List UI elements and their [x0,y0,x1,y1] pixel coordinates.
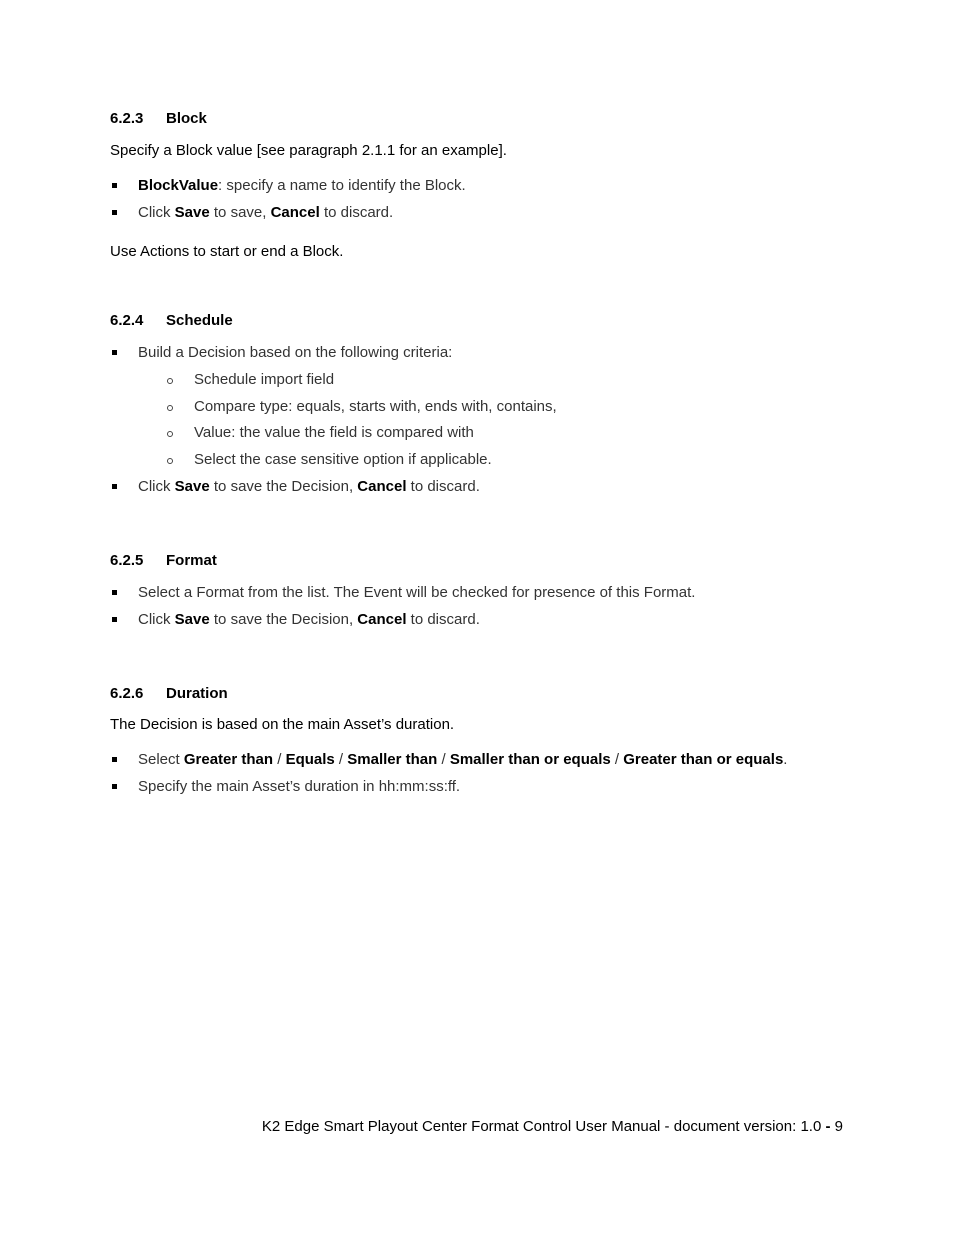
term-save: Save [174,478,210,495]
bullet-square-icon [112,210,117,215]
separator: / [273,751,286,768]
section-heading-6-2-6 [110,685,228,703]
list-item [138,204,393,222]
section-title: Schedule [166,312,233,329]
page-number: 9 [830,1118,843,1135]
section-number: 6.2.3 [110,110,144,127]
section-title: Block [166,110,207,127]
term-save: Save [174,204,210,221]
section-heading-6-2-5 [110,552,217,570]
list-item-text: Click [138,204,175,221]
term-save: Save [174,611,210,628]
footer-text: K2 Edge Smart Playout Center Format Control User Manual - document version: 1.0 [261,1118,826,1135]
list-item-text: to save the Decision, [209,611,358,628]
sub-list-item: Compare type: equals, starts with, ends with, contains, [194,398,557,415]
term-equals: Equals [285,751,335,768]
paragraph-block-outro: Use Actions to start or end a Block. [110,243,344,260]
separator: / [610,751,624,768]
list-item [138,177,466,195]
section-number: 6.2.5 [110,552,144,569]
section-heading-6-2-4 [110,312,233,330]
bullet-square-icon [112,617,117,622]
section-number: 6.2.6 [110,685,144,702]
term-cancel: Cancel [357,478,407,495]
bullet-circle-icon [167,458,173,464]
section-heading-6-2-3 [110,110,207,128]
section-number: 6.2.4 [110,312,144,329]
term-smaller-than-or-equals: Smaller than or equals [449,751,611,768]
list-item [138,751,787,769]
list-item-text: Select [138,751,184,768]
bullet-square-icon [112,757,117,762]
section-title: Format [166,552,217,569]
paragraph-duration-intro: The Decision is based on the main Asset’s duration. [110,716,455,733]
footer-dash: - [825,1118,831,1135]
list-item-text: to save the Decision, [209,478,358,495]
list-item: Select a Format from the list. The Event will be checked for presence of this Format. [138,584,696,601]
bullet-square-icon [112,484,117,489]
list-item: Build a Decision based on the following criteria: [138,344,453,361]
list-item [138,611,480,629]
list-item [138,478,480,496]
page-footer [262,1118,843,1136]
paragraph-block-intro: Specify a Block value [see paragraph 2.1.1 for an example]. [110,142,507,159]
bullet-square-icon [112,784,117,789]
list-item-text: : specify a name to identify the Block. [218,177,466,194]
list-item-text: Click [138,478,175,495]
list-item-text: to discard. [406,478,480,495]
separator: / [334,751,348,768]
bullet-square-icon [112,350,117,355]
separator: / [437,751,450,768]
bullet-square-icon [112,183,117,188]
term-greater-than: Greater than [183,751,274,768]
list-item-text: to save, [209,204,271,221]
term-cancel: Cancel [357,611,407,628]
bullet-circle-icon [167,431,173,437]
list-item: Specify the main Asset’s duration in hh:mm:ss:ff. [138,778,461,795]
list-item-text: to discard. [406,611,480,628]
sub-list-item: Value: the value the field is compared with [194,424,474,441]
bullet-square-icon [112,590,117,595]
bullet-circle-icon [167,405,173,411]
term-blockvalue: BlockValue [138,177,219,194]
term-cancel: Cancel [270,204,320,221]
list-item-text: . [783,751,788,768]
sub-list-item: Schedule import field [194,371,335,388]
term-greater-than-or-equals: Greater than or equals [623,751,784,768]
list-item-text: to discard. [319,204,394,221]
bullet-circle-icon [167,378,173,384]
section-title: Duration [166,685,228,702]
list-item-text: Click [138,611,175,628]
term-smaller-than: Smaller than [347,751,438,768]
sub-list-item: Select the case sensitive option if applicable. [194,451,492,468]
